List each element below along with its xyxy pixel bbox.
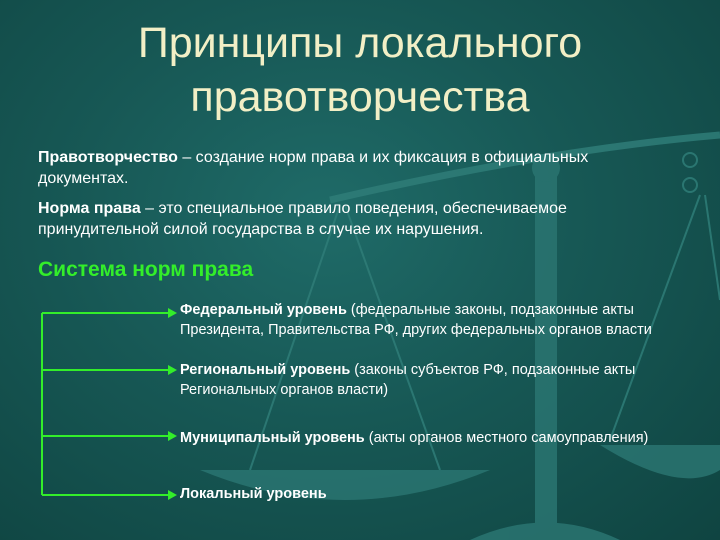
definition-text: – это специальное правило поведения, обеспечиваемое принудительной силой государства в случае их нарушения. (38, 200, 567, 238)
level-regional (180, 360, 710, 400)
level-name: Муниципальный уровень (180, 430, 365, 446)
arrow-head-icon (168, 431, 177, 441)
arrow-head-icon (168, 308, 177, 318)
level-federal (180, 300, 710, 340)
level-municipal (180, 428, 710, 448)
level-description: (федеральные законы, подзаконные акты Президента, Правительства РФ, других федеральных органов власти (180, 302, 652, 338)
arrow-head-icon (168, 490, 177, 500)
level-local (180, 484, 710, 504)
slide-title-line-1: Принципы локального (137, 19, 583, 67)
definition-term: Правотворчество (38, 149, 178, 166)
level-name: Федеральный уровень (180, 302, 347, 318)
system-heading: Система норм права (38, 258, 254, 281)
level-description: (акты органов местного самоуправления) (364, 430, 649, 446)
level-description: (законы субъектов РФ, подзаконные акты Региональных органов власти) (180, 362, 636, 398)
level-name: Региональный уровень (180, 362, 351, 378)
slide-title-line-2: правотворчества (190, 73, 530, 121)
definition-term: Норма права (38, 200, 141, 217)
level-name: Локальный уровень (180, 486, 327, 502)
arrow-head-icon (168, 365, 177, 375)
definition-text: – создание норм права и их фиксация в официальных документах. (38, 149, 589, 187)
